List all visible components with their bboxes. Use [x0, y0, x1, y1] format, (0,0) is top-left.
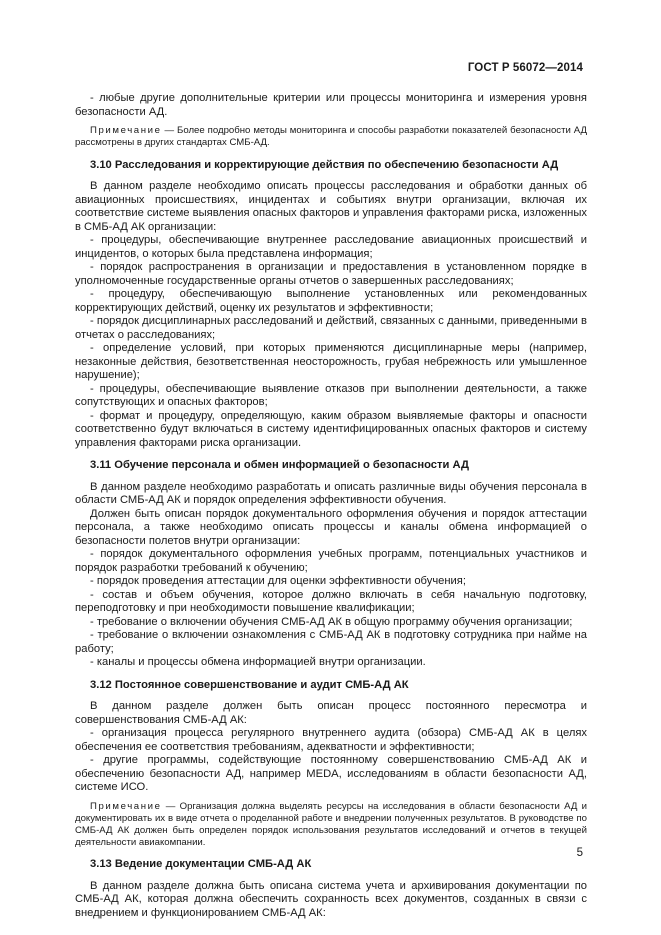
- note-label: Примечание: [90, 800, 162, 812]
- list-item: - процедуры, обеспечивающие внутреннее расследование авиационных происшествий и инцидентов, о которых была представлена информация;: [75, 234, 587, 260]
- note-label: Примечание: [90, 125, 162, 136]
- list-item: - порядок распространения в организации и предоставления в установленном порядке в уполномоченные государственные органы отчетов о завершенных расследованиях;: [75, 261, 587, 287]
- section-heading: 3.13 Ведение документации СМБ-АД АК: [90, 858, 312, 871]
- list-item: - другие программы, содействующие постоянному совершенствованию СМБ-АД АК и обеспечению безопасности АД, например MEDA, исследованиям в области безопасности АД, системе ИСО.: [75, 754, 587, 794]
- list-item: - процедуры, обеспечивающие выявление отказов при выполнении деятельности, а также сопутствующих и опасных факторов;: [75, 382, 587, 409]
- list-item: - порядок дисциплинарных расследований и действий, связанных с данными, приведенными в отчетах о расследованиях;: [75, 315, 587, 341]
- page-body: [75, 92, 587, 920]
- note-paragraph: [75, 125, 587, 149]
- note-text: — Более подробно методы мониторинга и способы разработки показателей безопасности АД рассмотрены в других стандартах СМБ-АД.: [75, 125, 587, 148]
- note-paragraph: [75, 801, 587, 849]
- list-item: - определение условий, при которых применяются дисциплинарные меры (например, незаконные действия, безответственная неосторожность, грубая небрежность или умышленное нарушение);: [75, 342, 587, 382]
- section-heading: 3.10 Расследования и корректирующие действия по обеспечению безопасности АД: [90, 158, 559, 171]
- note-text: — Организация должна выделять ресурсы на исследования в области безопасности АД и документировать их в виде отчета о проделанной работе и внедрении полученных результатов. В руководстве по СМБ-АД АК должен быть определен порядок использования результатов исследований и отчетов в текущей деятельности авиакомпании.: [75, 800, 587, 848]
- list-item: - состав и объем обучения, которое должно включать в себя начальную подготовку, переподготовку и при необходимости повышение квалификации;: [75, 588, 587, 615]
- list-item: - любые другие дополнительные критерии или процессы мониторинга и измерения уровня безопасности АД.: [75, 92, 587, 118]
- list-item: - порядок проведения аттестации для оценки эффективности обучения;: [90, 575, 466, 588]
- paragraph: В данном разделе необходимо описать процессы расследования и обработки данных об авиационных происшествиях, инцидентах и событиях внутри организации, включая их соответствие системе выявления опасных факторов и управления факторами риска, изложенных в СМБ-АД АК организации:: [75, 180, 587, 233]
- list-item: - организация процесса регулярного внутреннего аудита (обзора) СМБ-АД АК в целях обеспечения ее соответствия требованиям, адекватности и эффективности;: [75, 727, 587, 753]
- paragraph: В данном разделе необходимо разработать и описать различные виды обучения персонала в области СМБ-АД АК и порядок определения эффективности обучения.: [75, 480, 587, 507]
- section-heading: 3.11 Обучение персонала и обмен информацией о безопасности АД: [90, 459, 469, 472]
- list-item: - требование о включении обучения СМБ-АД АК в общую программу обучения организации;: [90, 615, 573, 628]
- list-item: - формат и процедуру, определяющую, каким образом выявляемые факторы и опасности соответственно будут включаться в систему идентифицированных опасных факторов и систему управления факторами риска организации.: [75, 409, 587, 449]
- document-code: ГОСТ Р 56072—2014: [467, 62, 583, 74]
- list-item: - требование о включении ознакомления с СМБ-АД АК в подготовку сотрудника при найме на работу;: [75, 629, 587, 655]
- list-item: - каналы и процессы обмена информацией внутри организации.: [90, 656, 426, 669]
- paragraph: Должен быть описан порядок документального оформления обучения и порядок аттестации персонала, а также необходимо описать процессы и каналы обмена информацией о безопасности полетов внутри организации:: [75, 507, 587, 547]
- list-item: - процедуру, обеспечивающую выполнение установленных или рекомендованных корректирующих действий, оценку их результатов и эффективности;: [75, 288, 587, 314]
- list-item: - порядок документального оформления учебных программ, потенциальных участников и порядок разработки требований к обучению;: [75, 548, 587, 574]
- paragraph: В данном разделе должна быть описана система учета и архивирования документации по СМБ-АД АК, которая должна обеспечить сохранность всех документов, созданных в связи с внедрением и функционированием СМБ-АД АК:: [75, 879, 587, 919]
- paragraph: В данном разделе должен быть описан процесс постоянного пересмотра и совершенствования СМБ-АД АК:: [75, 700, 587, 726]
- page-number: 5: [576, 847, 583, 859]
- section-heading: 3.12 Постоянное совершенствование и аудит СМБ-АД АК: [90, 678, 409, 691]
